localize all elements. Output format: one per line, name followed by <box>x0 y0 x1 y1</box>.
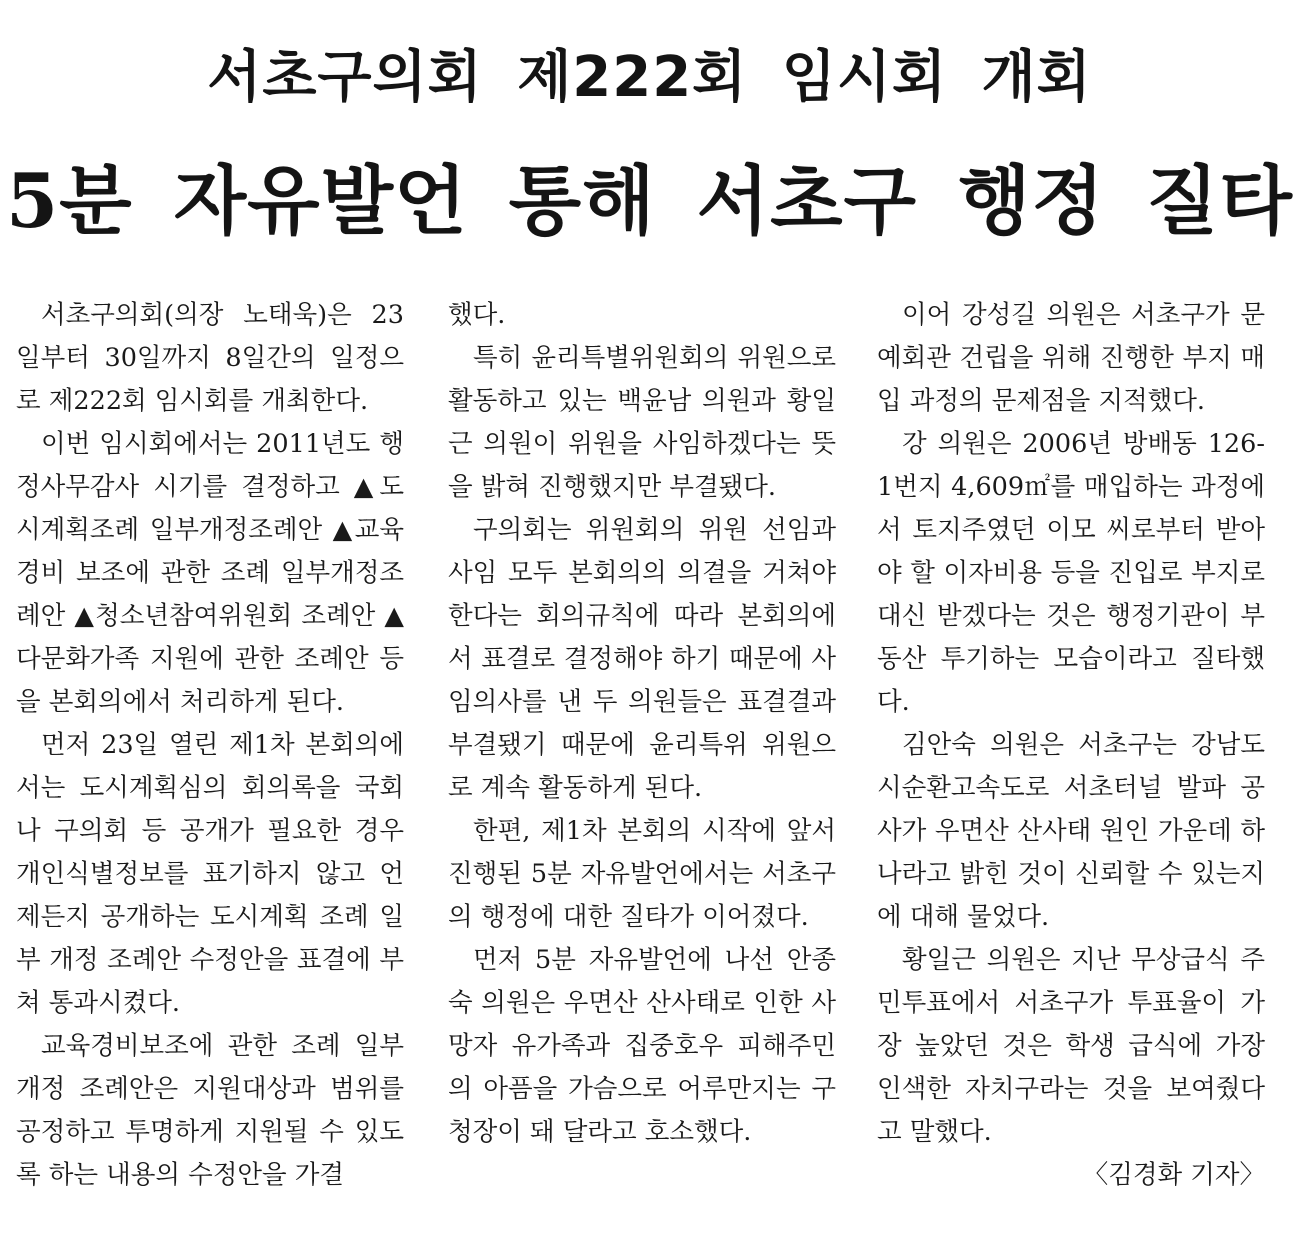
paragraph: 먼저 5분 자유발언에 나선 안종숙 의원은 우면산 산사태로 인한 사망자 유가족과 집중호우 피해주민의 아픔을 가슴으로 어루만지는 구청장이 돼 달라고 호소했다. <box>448 945 836 1147</box>
paragraph: 한편, 제1차 본회의 시작에 앞서 진행된 5분 자유발언에서는 서초구의 행정에 대한 질타가 이어졌다. <box>448 816 836 932</box>
paragraph: 강 의원은 2006년 방배동 126-1번지 4,609㎡를 매입하는 과정에서 토지주였던 이모 씨로부터 받아야 할 이자비용 등을 진입로 부지로 대신 받겠다는 것은 행정기관이 부동산 투기하는 모습이라고 질타했다. <box>877 429 1265 717</box>
paragraph: 교육경비보조에 관한 조례 일부개정 조례안은 지원대상과 범위를 공정하고 투명하게 지원될 수 있도록 하는 내용의 수정안을 가결 <box>16 1031 404 1190</box>
paragraph: 특히 윤리특별위원회의 위원으로 활동하고 있는 백윤남 의원과 황일근 의원이 위원을 사임하겠다는 뜻을 밝혀 진행했지만 부결됐다. <box>448 343 836 502</box>
paragraph: 했다. <box>448 300 506 330</box>
paragraph: 구의회는 위원회의 위원 선임과 사임 모두 본회의의 의결을 거쳐야 한다는 회의규칙에 따라 본회의에서 표결로 결정해야 하기 때문에 사임의사를 낸 두 의원들은 표결결과 부결됐기 때문에 윤리특위 위원으로 계속 활동하게 된다. <box>448 515 836 803</box>
paragraph: 먼저 23일 열린 제1차 본회의에서는 도시계획심의 회의록을 국회나 구의회 등 공개가 필요한 경우 개인식별정보를 표기하지 않고 언제든지 공개하는 도시계획 조례 일부 개정 조례안 수정안을 표결에 부쳐 통과시켰다. <box>16 730 404 1018</box>
article-column-2 <box>448 294 836 1244</box>
article-column-3 <box>877 294 1265 1244</box>
article-headline: 5분 자유발언 통해 서초구 행정 질타 <box>5 157 1294 245</box>
article-byline: 〈김경화 기자〉 <box>1082 1160 1265 1190</box>
paragraph: 이번 임시회에서는 2011년도 행정사무감사 시기를 결정하고 ▲도시계획조례 일부개정조례안 ▲교육경비 보조에 관한 조례 일부개정조례안 ▲청소년참여위원회 조례안 ▲다문화가족 지원에 관한 조례안 등을 본회의에서 처리하게 된다. <box>16 429 404 717</box>
paragraph: 황일근 의원은 지난 무상급식 주민투표에서 서초구가 투표율이 가장 높았던 것은 학생 급식에 가장 인색한 자치구라는 것을 보여줬다고 말했다. <box>877 945 1265 1147</box>
article-column-1 <box>16 294 404 1244</box>
article-kicker: 서초구의회 제222회 임시회 개회 <box>207 45 1092 110</box>
paragraph: 서초구의회(의장 노태욱)은 23일부터 30일까지 8일간의 일정으로 제222회 임시회를 개최한다. <box>16 300 404 416</box>
paragraph: 김안숙 의원은 서초구는 강남도시순환고속도로 서초터널 발파 공사가 우면산 산사태 원인 가운데 하나라고 밝힌 것이 신뢰할 수 있는지에 대해 물었다. <box>877 730 1265 932</box>
paragraph: 이어 강성길 의원은 서초구가 문예회관 건립을 위해 진행한 부지 매입 과정의 문제점을 지적했다. <box>877 300 1265 416</box>
